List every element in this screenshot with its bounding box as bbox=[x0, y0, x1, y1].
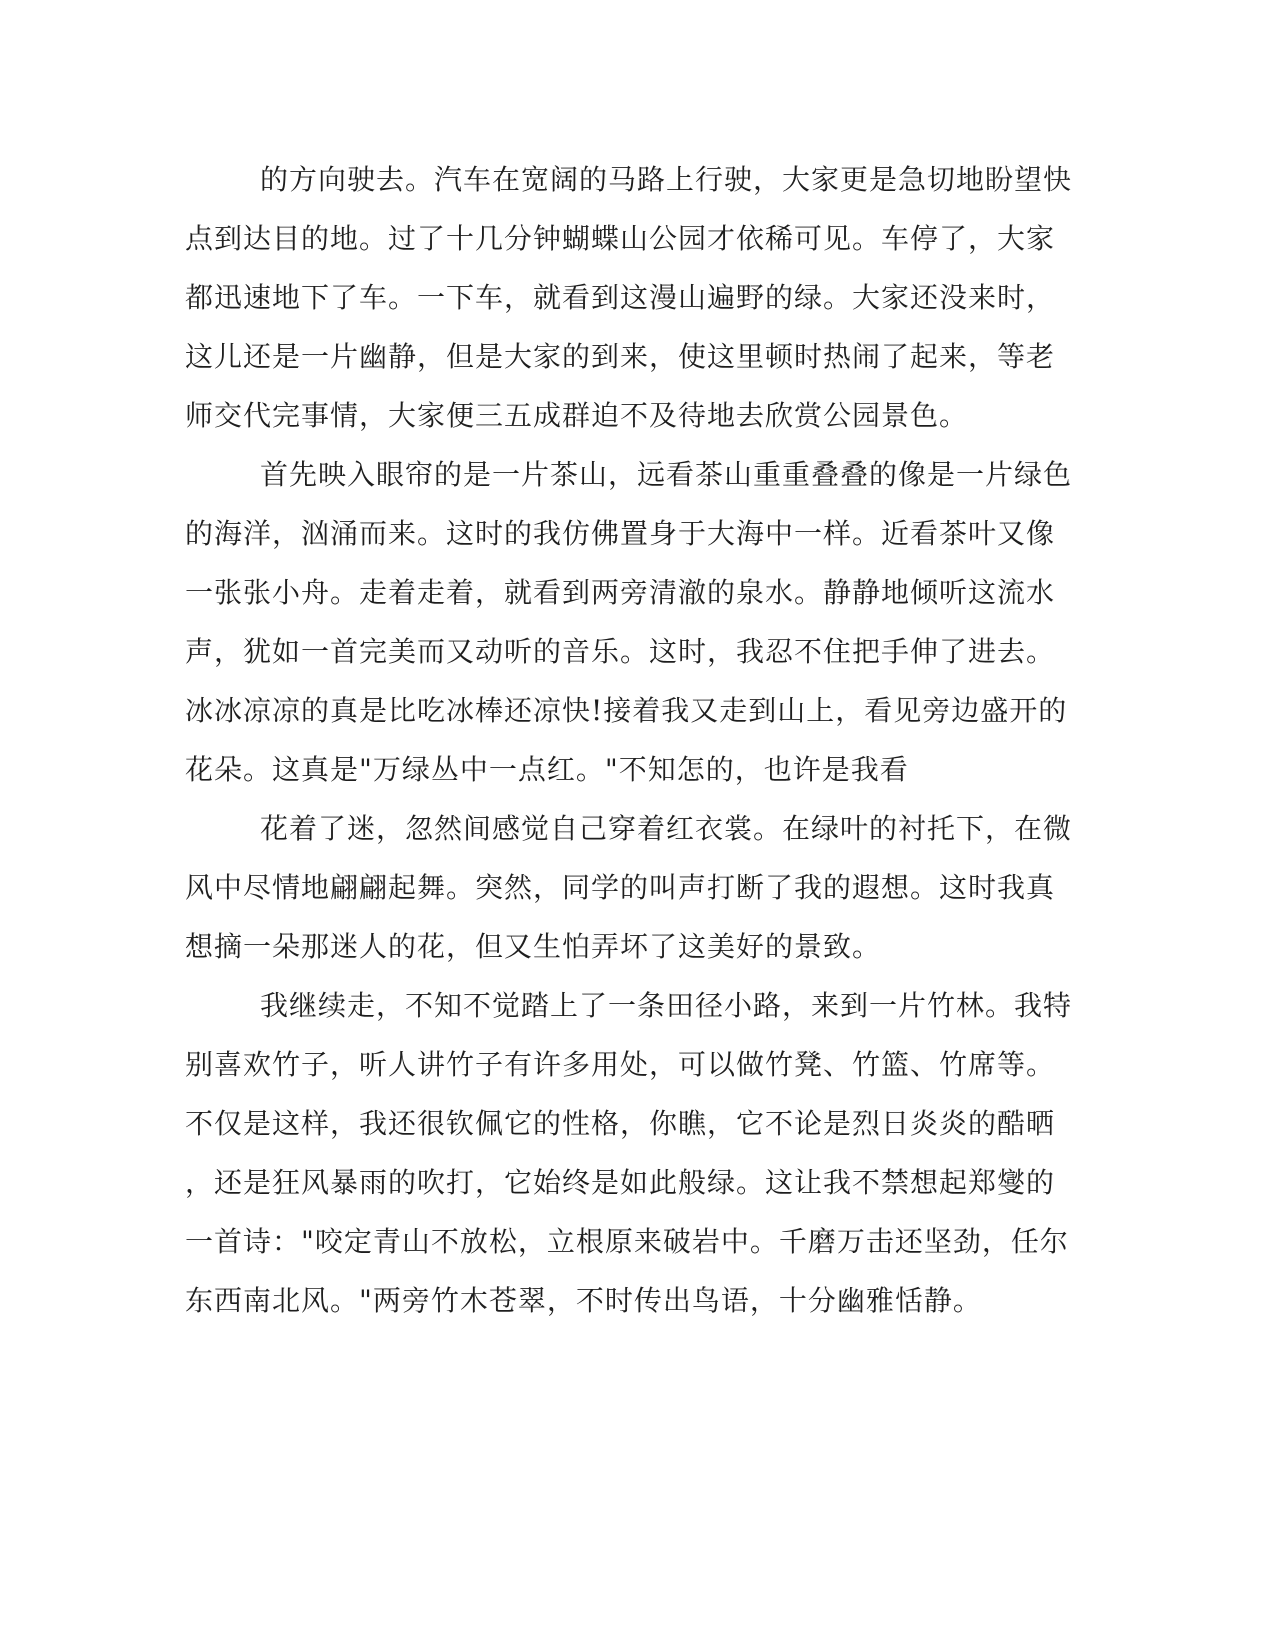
text-line: 花朵。这真是"万绿丛中一点红。"不知怎的，也许是我看 bbox=[185, 753, 909, 786]
text-line: 都迅速地下了车。一下车，就看到这漫山遍野的绿。大家还没来时， bbox=[185, 281, 1056, 314]
text-line: 别喜欢竹子，听人讲竹子有许多用处，可以做竹凳、竹篮、竹席等。 bbox=[185, 1048, 1056, 1081]
text-line: 师交代完事情，大家便三五成群迫不及待地去欣赏公园景色。 bbox=[185, 399, 969, 432]
text-line: 声，犹如一首完美而又动听的音乐。这时，我忍不住把手伸了进去。 bbox=[185, 635, 1056, 668]
text-line: 的海洋，汹涌而来。这时的我仿佛置身于大海中一样。近看茶叶又像 bbox=[185, 517, 1056, 550]
text-line: 一首诗："咬定青山不放松，立根原来破岩中。千磨万击还坚劲，任尔 bbox=[185, 1225, 1069, 1258]
text-line: 点到达目的地。过了十几分钟蝴蝶山公园才依稀可见。车停了，大家 bbox=[185, 222, 1056, 255]
text-line: ，还是狂风暴雨的吹打，它始终是如此般绿。这让我不禁想起郑燮的 bbox=[185, 1166, 1056, 1199]
text-line: 不仅是这样，我还很钦佩它的性格，你瞧，它不论是烈日炎炎的酷晒 bbox=[185, 1107, 1056, 1140]
text-line: 的方向驶去。汽车在宽阔的马路上行驶，大家更是急切地盼望快 bbox=[260, 163, 1073, 196]
text-line: 想摘一朵那迷人的花，但又生怕弄坏了这美好的景致。 bbox=[185, 930, 882, 963]
text-line: 首先映入眼帘的是一片茶山，远看茶山重重叠叠的像是一片绿色 bbox=[260, 458, 1073, 491]
text-line: 花着了迷，忽然间感觉自己穿着红衣裳。在绿叶的衬托下，在微 bbox=[260, 812, 1073, 845]
text-line: 我继续走，不知不觉踏上了一条田径小路，来到一片竹林。我特 bbox=[260, 989, 1073, 1022]
text-line: 东西南北风。"两旁竹木苍翠，不时传出鸟语，十分幽雅恬静。 bbox=[185, 1284, 982, 1317]
text-line: 风中尽情地翩翩起舞。突然，同学的叫声打断了我的遐想。这时我真 bbox=[185, 871, 1056, 904]
text-line: 冰冰凉凉的真是比吃冰棒还凉快!接着我又走到山上，看见旁边盛开的 bbox=[185, 694, 1068, 727]
text-line: 这儿还是一片幽静，但是大家的到来，使这里顿时热闹了起来，等老 bbox=[185, 340, 1056, 373]
text-line: 一张张小舟。走着走着，就看到两旁清澈的泉水。静静地倾听这流水 bbox=[185, 576, 1056, 609]
